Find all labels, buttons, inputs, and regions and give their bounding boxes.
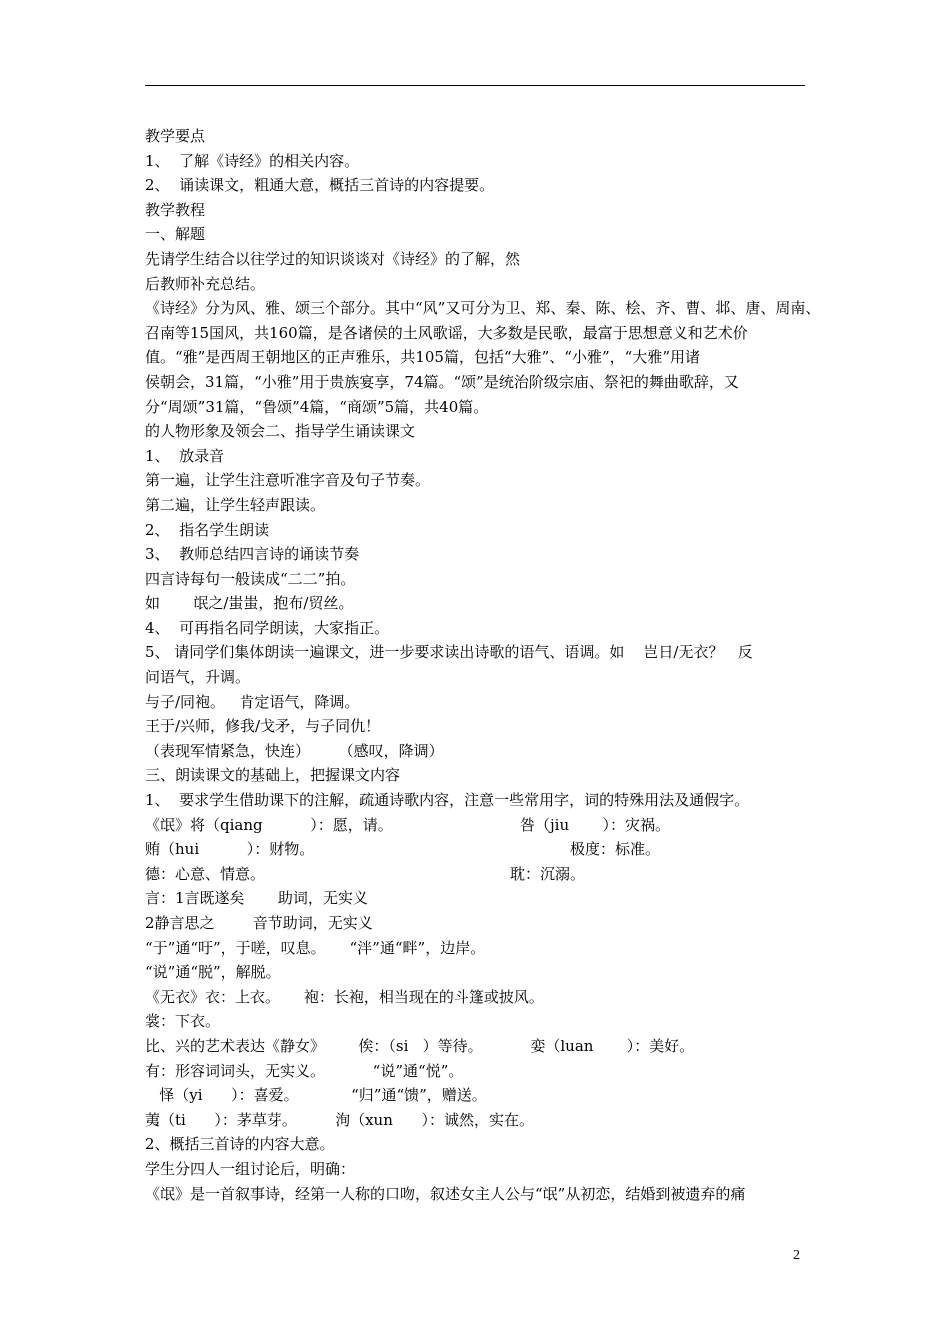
text-line: 召南等15国风，共160篇，是各诸侯的土风歌谣，大多数是民歌，最富于思想意义和艺术价	[145, 323, 748, 342]
gloss-row	[145, 813, 815, 838]
text-line: 4、 可再指名同学朗读，大家指正。	[145, 618, 390, 637]
text-line: 先请学生结合以往学过的知识谈谈对《诗经》的了解，然	[145, 249, 521, 268]
text-line: 3、 教师总结四言诗的诵读节奏	[145, 545, 360, 564]
text-line: 的人物形象及领会二、指导学生诵读课文	[145, 422, 416, 441]
text-line: 一、解题	[145, 225, 206, 244]
text-line: 值。“雅”是西周王朝地区的正声雅乐，共105篇，包括“大雅”、“小雅”，“大雅”用诸	[145, 348, 700, 367]
text-line: 如 氓之/蚩蚩，抱布/贸丝。	[145, 594, 354, 613]
text-line: 四言诗每句一般读成“二二”拍。	[145, 569, 356, 588]
text-line: 《氓》是一首叙事诗，经第一人称的口吻，叙述女主人公与“氓”从初恋，结婚到被遗弃的痛	[145, 1184, 746, 1203]
gloss-right: 咎（jiu ）：灾祸。	[520, 815, 670, 834]
text-line: 侯朝会，31篇，“小雅”用于贵族宴享，74篇。“颂”是统治阶级宗庙、祭祀的舞曲歌辞，又	[145, 372, 739, 391]
text-line: 裳：下衣。	[145, 1012, 221, 1031]
gloss-row	[145, 862, 815, 887]
text-line: 后教师补充总结。	[145, 274, 266, 293]
text-line: 2、 诵读课文，粗通大意，概括三首诗的内容提要。	[145, 176, 495, 195]
text-line: 第二遍，让学生轻声跟读。	[145, 495, 326, 514]
text-line: 1、 放录音	[145, 446, 225, 465]
text-line: 2、 指名学生朗读	[145, 520, 270, 539]
text-line: 《诗经》分为风、雅、颂三个部分。其中“风”又可分为卫、郑、秦、陈、桧、齐、曹、邶、唐、周南、	[145, 299, 821, 318]
text-line: 三、朗读课文的基础上，把握课文内容	[145, 766, 401, 785]
document-body	[145, 124, 821, 1206]
gloss-left: 德：心意、情意。	[145, 864, 266, 883]
text-line: 1、 了解《诗经》的相关内容。	[145, 151, 360, 170]
text-line: 2静言思之 音节助词，无实义	[145, 914, 373, 932]
text-line: 教学要点	[145, 127, 206, 145]
text-line: 教学教程	[145, 200, 206, 219]
gloss-right: 耽：沉溺。	[510, 864, 586, 883]
text-line: 王于/兴师，修我/戈矛，与子同仇！	[145, 717, 381, 736]
text-line: 第一遍，让学生注意听准字音及句子节奏。	[145, 471, 431, 490]
text-line: 言：1言既遂矣 助词，无实义	[145, 889, 368, 908]
text-line: 比、兴的艺术表达《静女》 俟：（si ）等待。 娈（luan ）：美好。	[145, 1036, 695, 1055]
text-line: 2、概括三首诗的内容大意。	[145, 1135, 335, 1154]
text-line: （表现军情紧急，快连） （感叹，降调）	[145, 741, 444, 760]
text-line: 《无衣》衣：上衣。 袍：长袍，相当现在的斗篷或披风。	[145, 987, 544, 1006]
text-line: 荑（ti ）：茅草芽。 洵（xun ）：诚然，实在。	[145, 1110, 534, 1129]
text-line: 学生分四人一组讨论后，明确：	[145, 1159, 356, 1178]
text-line: 怿（yi ）：喜爱。 “归”通“馈”，赠送。	[145, 1086, 487, 1105]
gloss-row	[145, 837, 815, 862]
text-line: 问语气，升调。	[145, 668, 251, 687]
page-number: 2	[793, 1248, 800, 1263]
text-line: 5、 请同学们集体朗读一遍课文，进一步要求读出诗歌的语气、语调。如 岂日/无衣？ 反	[145, 643, 753, 662]
gloss-right: 极度：标准。	[570, 840, 661, 859]
text-line: “说”通“脱”，解脱。	[145, 963, 281, 982]
gloss-left: 贿（hui ）：财物。	[145, 840, 315, 859]
text-line: 与子/同袍。 肯定语气，降调。	[145, 692, 360, 711]
header-rule	[145, 85, 805, 86]
text-line: 分“周颂”31篇，“鲁颂”4篇，“商颂”5篇，共40篇。	[145, 397, 489, 416]
text-line: “于”通“吁”，于嗟，叹息。 “泮”通“畔”，边岸。	[145, 938, 486, 957]
text-line: 有：形容词词头，无实义。 “说”通“悦”。	[145, 1061, 464, 1080]
text-line: 1、 要求学生借助课下的注解，疏通诗歌内容，注意一些常用字，词的特殊用法及通假字。	[145, 791, 750, 810]
gloss-left: 《氓》将（qiang ）：愿，请。	[145, 815, 393, 834]
